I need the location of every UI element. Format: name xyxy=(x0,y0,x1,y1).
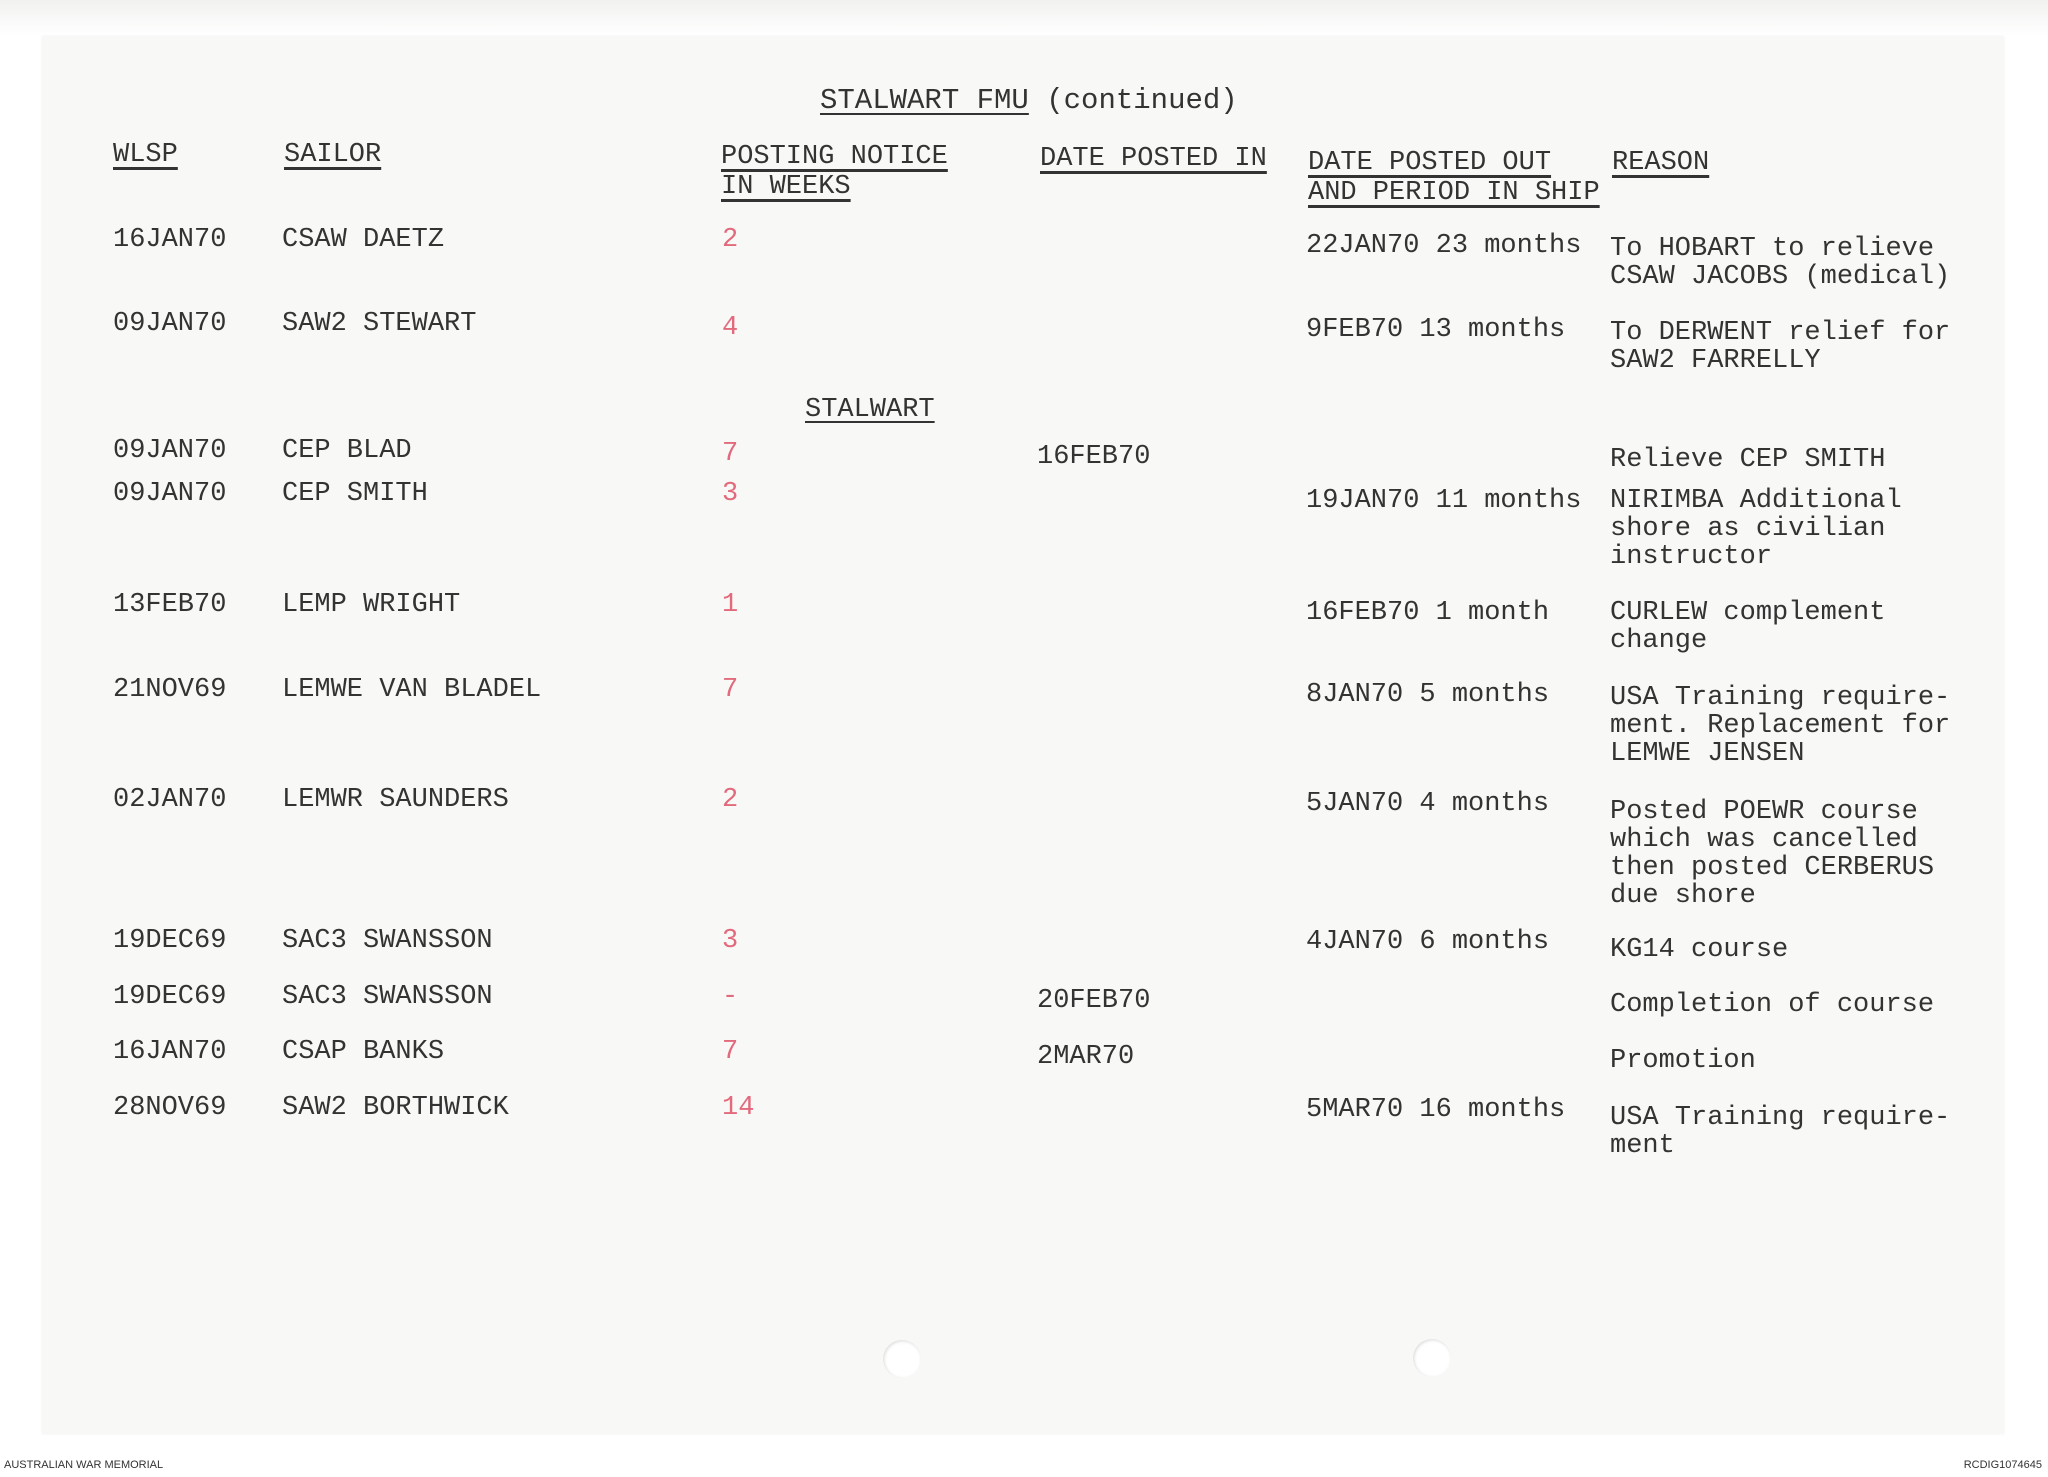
reason-text: USA Training require- ment xyxy=(1610,1103,1951,1161)
header-date-posted-out: DATE POSTED OUT AND PERIOD IN SHIP xyxy=(1308,148,1600,208)
reason-text: Relieve CEP SMITH xyxy=(1610,445,1886,475)
posting-notice-weeks: 3 xyxy=(722,479,739,509)
posting-notice-weeks: 2 xyxy=(722,225,739,255)
posting-notice-weeks: 3 xyxy=(722,926,739,956)
posting-notice-weeks: 4 xyxy=(722,313,739,343)
reason-text: To DERWENT relief for SAW2 FARRELLY xyxy=(1610,318,1951,376)
table-row xyxy=(0,926,2048,965)
header-reason: REASON xyxy=(1612,148,1710,178)
posting-notice-weeks: - xyxy=(722,982,739,1012)
sailor-name: SAW2 STEWART xyxy=(282,309,477,339)
date-posted-out: 4JAN70 6 months xyxy=(1306,927,1550,957)
sailor-name: LEMP WRIGHT xyxy=(282,590,461,620)
table-row xyxy=(0,479,2048,572)
sailor-name: CSAP BANKS xyxy=(282,1037,445,1067)
scan-top-edge xyxy=(0,0,2048,36)
sailor-name: SAC3 SWANSSON xyxy=(282,926,493,956)
section-title: STALWART xyxy=(805,395,935,425)
date-posted-out: 16FEB70 1 month xyxy=(1306,598,1550,628)
table-row xyxy=(0,590,2048,656)
date-posted-out: 5JAN70 4 months xyxy=(1306,789,1550,819)
wlsp-date: 19DEC69 xyxy=(113,926,227,956)
reason-text: USA Training require- ment. Replacement for LEMWE JENSEN xyxy=(1610,683,1951,769)
table-row xyxy=(0,1037,2048,1076)
header-posting-notice: POSTING NOTICE IN WEEKS xyxy=(721,142,948,202)
table-row xyxy=(0,785,2048,911)
sailor-name: SAC3 SWANSSON xyxy=(282,982,493,1012)
wlsp-date: 09JAN70 xyxy=(113,479,227,509)
sailor-name: CEP BLAD xyxy=(282,436,412,466)
posting-notice-weeks: 1 xyxy=(722,590,739,620)
reason-text: Promotion xyxy=(1610,1046,1756,1076)
date-posted-in: 20FEB70 xyxy=(1037,986,1151,1016)
reason-text: To HOBART to relieve CSAW JACOBS (medical) xyxy=(1610,234,1951,292)
reason-text: Completion of course xyxy=(1610,990,1935,1020)
header-date-posted-in: DATE POSTED IN xyxy=(1040,144,1267,174)
page-title-suffix: (continued) xyxy=(1046,84,1238,117)
date-posted-out: 9FEB70 13 months xyxy=(1306,315,1566,345)
archive-reference: RCDIG1074645 xyxy=(1963,1459,2042,1471)
posting-notice-weeks: 7 xyxy=(722,675,739,705)
reason-text: NIRIMBA Additional shore as civilian instructor xyxy=(1610,486,1902,572)
reason-text: KG14 course xyxy=(1610,935,1789,965)
wlsp-date: 28NOV69 xyxy=(113,1093,227,1123)
page-title xyxy=(820,84,1238,117)
table-row xyxy=(0,1093,2048,1161)
table-row xyxy=(0,436,2048,475)
header-wlsp: WLSP xyxy=(113,140,178,170)
date-posted-in: 2MAR70 xyxy=(1037,1042,1135,1072)
posting-notice-weeks: 7 xyxy=(722,439,739,469)
table-row xyxy=(0,982,2048,1020)
punch-hole xyxy=(1413,1339,1451,1377)
table-row xyxy=(0,309,2048,376)
date-posted-out: 8JAN70 5 months xyxy=(1306,680,1550,710)
wlsp-date: 16JAN70 xyxy=(113,1037,227,1067)
posting-notice-weeks: 7 xyxy=(722,1037,739,1067)
sailor-name: CSAW DAETZ xyxy=(282,225,445,255)
header-sailor: SAILOR xyxy=(284,140,382,170)
sailor-name: CEP SMITH xyxy=(282,479,428,509)
date-posted-in: 16FEB70 xyxy=(1037,442,1151,472)
wlsp-date: 09JAN70 xyxy=(113,309,227,339)
date-posted-out: 19JAN70 11 months xyxy=(1306,486,1582,516)
wlsp-date: 21NOV69 xyxy=(113,675,227,705)
wlsp-date: 02JAN70 xyxy=(113,785,227,815)
date-posted-out: 5MAR70 16 months xyxy=(1306,1095,1566,1125)
punch-hole xyxy=(883,1340,921,1378)
reason-text: CURLEW complement change xyxy=(1610,598,1886,656)
table-row xyxy=(0,675,2048,769)
posting-notice-weeks: 2 xyxy=(722,785,739,815)
wlsp-date: 13FEB70 xyxy=(113,590,227,620)
archive-credit: AUSTRALIAN WAR MEMORIAL xyxy=(4,1459,164,1471)
sailor-name: LEMWR SAUNDERS xyxy=(282,785,509,815)
page-title-main: STALWART FMU xyxy=(820,84,1029,117)
date-posted-out: 22JAN70 23 months xyxy=(1306,231,1582,261)
sailor-name: SAW2 BORTHWICK xyxy=(282,1093,509,1123)
wlsp-date: 09JAN70 xyxy=(113,436,227,466)
wlsp-date: 19DEC69 xyxy=(113,982,227,1012)
wlsp-date: 16JAN70 xyxy=(113,225,227,255)
table-row xyxy=(0,225,2048,292)
posting-notice-weeks: 14 xyxy=(722,1093,755,1123)
sailor-name: LEMWE VAN BLADEL xyxy=(282,675,542,705)
reason-text: Posted POEWR course which was cancelled then posted CERBERUS due shore xyxy=(1610,797,1935,911)
